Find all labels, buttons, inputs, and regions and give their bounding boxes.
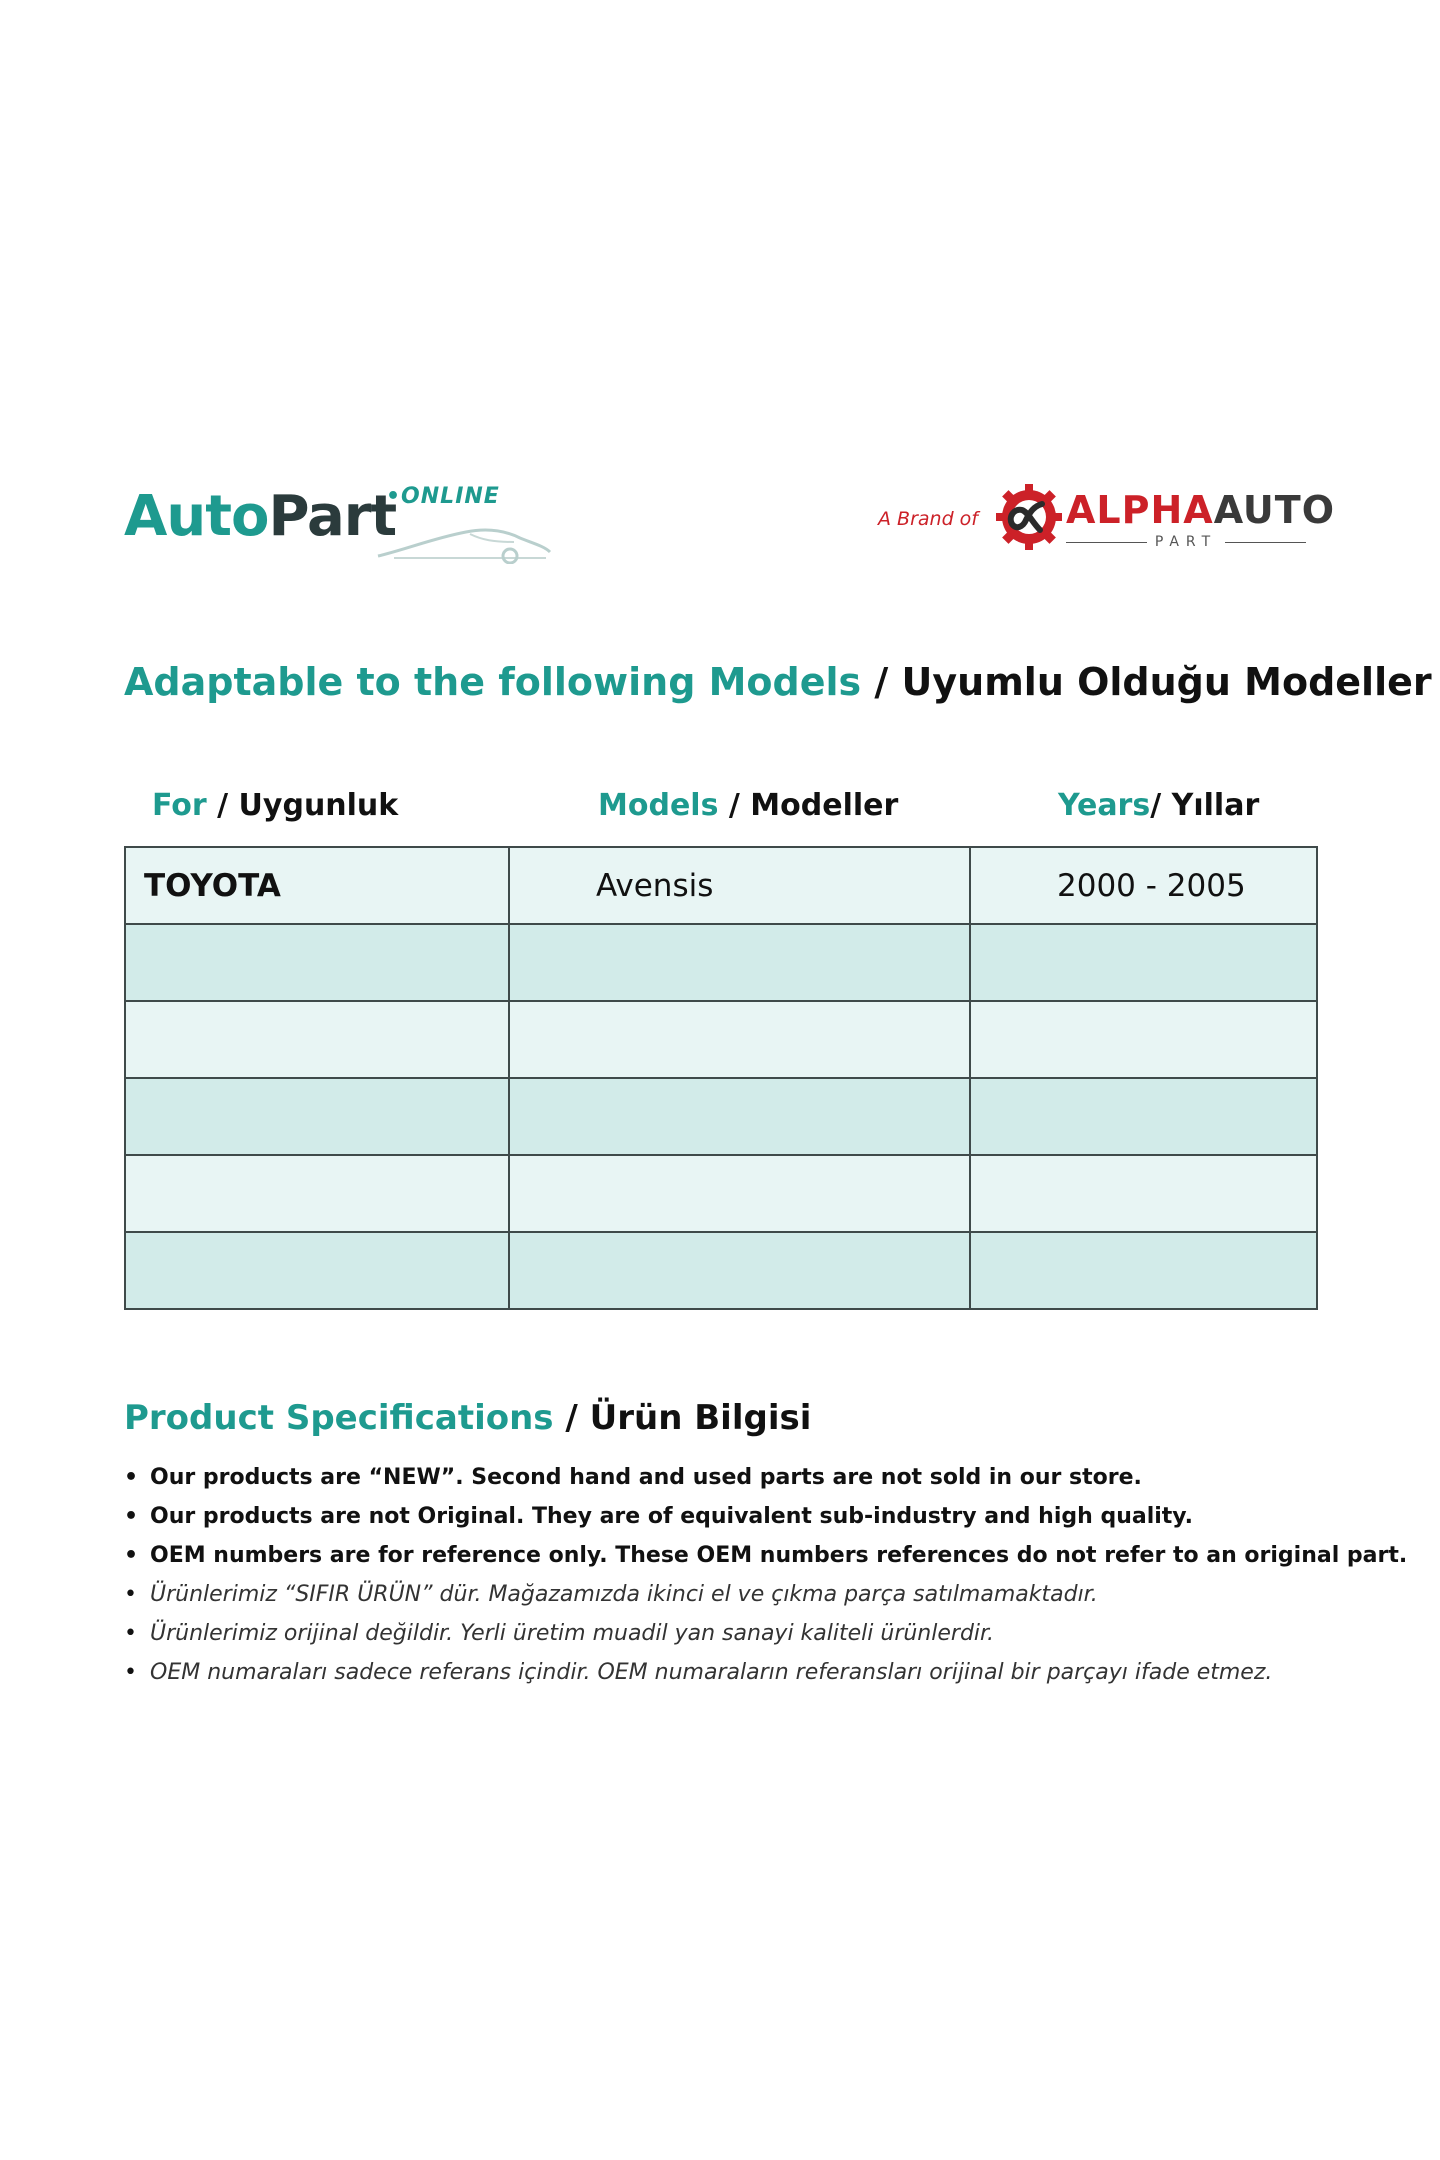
compatibility-title-tr: Uyumlu Olduğu Modeller (901, 660, 1432, 704)
table-row (125, 1001, 1317, 1078)
column-header-en: For (152, 788, 207, 823)
spec-item-tr: • Ürünlerimiz “SIFIR ÜRÜN” dür. Mağazamızda ikinci el ve çıkma parça satılmamaktadır. (124, 1579, 1324, 1618)
table-column-headers (124, 788, 1316, 838)
table-row (125, 1232, 1317, 1309)
table-row (125, 924, 1317, 1001)
column-header-en: Models (598, 788, 719, 823)
years-cell (970, 1001, 1317, 1078)
column-header-separator: / (718, 788, 751, 823)
column-header-tr: Yıllar (1171, 788, 1260, 823)
specs-title-en: Product Specifications (124, 1398, 554, 1438)
alpha-text: ALPHA (1066, 488, 1214, 532)
logo-online-text: •ONLINE (386, 484, 500, 509)
part-text: PART (1154, 534, 1218, 550)
compatibility-title-en: Adaptable to the following Models (124, 660, 862, 704)
column-header-en: Years (1058, 788, 1151, 823)
column-header-models (598, 788, 898, 823)
column-header-tr: Modeller (750, 788, 899, 823)
divider (1066, 542, 1147, 543)
specs-heading (124, 1398, 811, 1438)
compatibility-table (124, 846, 1318, 1310)
logo-wordmark (124, 484, 396, 549)
spec-item-en: • Our products are not Original. They are of equivalent sub-industry and high quality. (124, 1501, 1324, 1540)
years-cell: 2000 - 2005 (970, 847, 1317, 924)
car-silhouette-icon (374, 516, 554, 564)
specs-list (124, 1462, 1408, 1696)
make-cell (125, 1232, 509, 1309)
model-cell (509, 924, 970, 1001)
make-cell: TOYOTA (125, 847, 509, 924)
model-cell (509, 1078, 970, 1155)
alpha-gear-icon (994, 482, 1064, 552)
alpha-subline (1066, 534, 1306, 550)
table-row (125, 1155, 1317, 1232)
years-cell (970, 924, 1317, 1001)
years-cell (970, 1232, 1317, 1309)
divider (1225, 542, 1306, 543)
brand-of-text: A Brand of (878, 508, 978, 530)
logo-part-text: Part (268, 484, 397, 549)
alpha-auto-wordmark (1066, 488, 1335, 532)
column-header-separator: / (1150, 788, 1172, 823)
column-header-years (1058, 788, 1259, 823)
compatibility-heading (124, 660, 1432, 704)
model-cell (509, 1155, 970, 1232)
title-separator: / (861, 660, 902, 704)
column-header-separator: / (206, 788, 239, 823)
column-header-tr: Uygunluk (238, 788, 399, 823)
alpha-auto-part-logo (870, 478, 1336, 558)
model-cell: Avensis (509, 847, 970, 924)
make-cell (125, 1078, 509, 1155)
model-cell (509, 1232, 970, 1309)
spec-item-en: • Our products are “NEW”. Second hand and used parts are not sold in our store. (124, 1462, 1324, 1501)
table-row (125, 1078, 1317, 1155)
make-cell (125, 924, 509, 1001)
make-cell (125, 1001, 509, 1078)
model-cell (509, 1001, 970, 1078)
title-separator: / (553, 1398, 590, 1438)
autopart-online-logo (124, 478, 554, 568)
spec-item-tr: • Ürünlerimiz orijinal değildir. Yerli üretim muadil yan sanayi kaliteli ürünlerdir. (124, 1618, 1324, 1657)
years-cell (970, 1078, 1317, 1155)
table-row (125, 847, 1317, 924)
years-cell (970, 1155, 1317, 1232)
auto-text: AUTO (1213, 488, 1336, 532)
spec-item-tr: • OEM numaraları sadece referans içindir. OEM numaraların referansları orijinal bir parçayı ifade etmez. (124, 1657, 1324, 1696)
specs-title-tr: Ürün Bilgisi (589, 1398, 812, 1438)
spec-item-en: • OEM numbers are for reference only. These OEM numbers references do not refer to an original part. (124, 1540, 1324, 1579)
logo-auto-text: Auto (124, 484, 269, 549)
make-cell (125, 1155, 509, 1232)
column-header-for (152, 788, 398, 823)
